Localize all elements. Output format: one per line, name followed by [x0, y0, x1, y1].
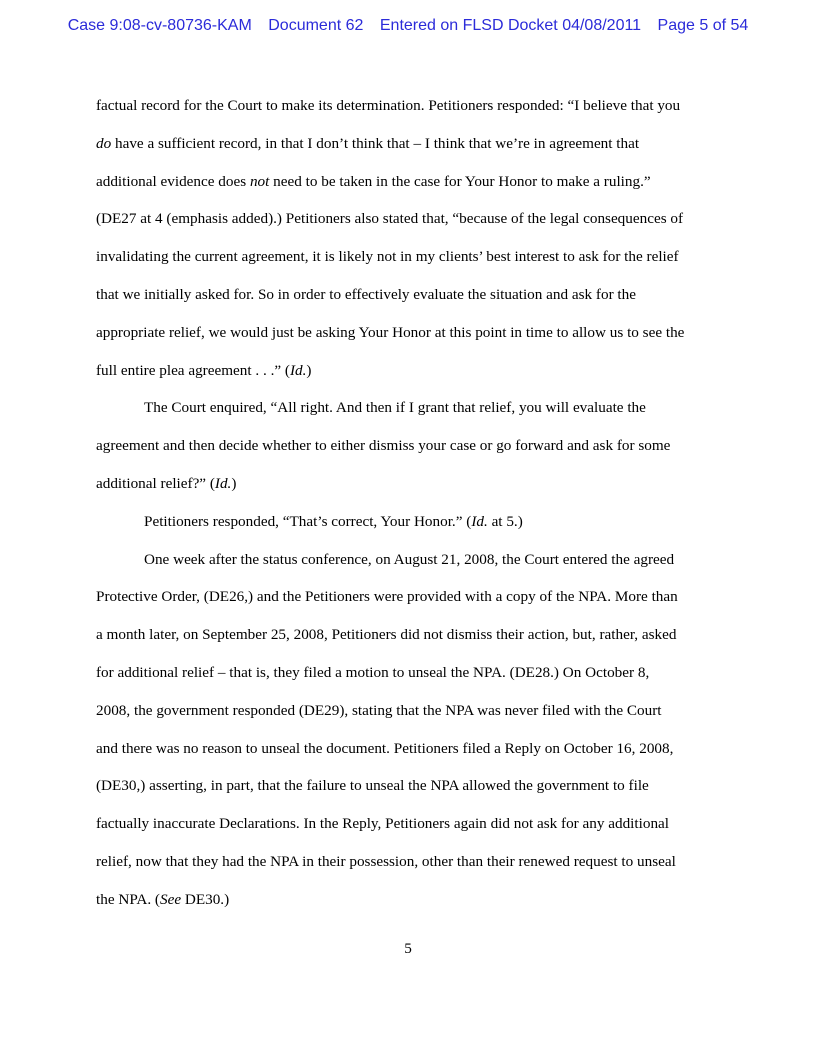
text-span: ): [306, 361, 312, 379]
text-span: factually inaccurate Declarations. In the Reply, Petitioners again did not ask for any additional: [96, 815, 669, 833]
text-span: Protective Order, (DE26,) and the Petitioners were provided with a copy of the NPA. More than: [96, 588, 678, 606]
italic-text: Id.: [289, 361, 307, 379]
text-line: [96, 125, 728, 163]
text-span: Petitioners responded, “That’s correct, Your Honor.” (: [144, 512, 472, 530]
text-line: [96, 163, 728, 201]
text-span: need to be taken in the case for Your Honor to make a ruling.”: [269, 172, 651, 190]
text-line: [96, 805, 728, 843]
text-span: 2008, the government responded (DE29), stating that the NPA was never filed with the Court: [96, 701, 662, 719]
text-span: factual record for the Court to make its determination. Petitioners responded: “I believe that you: [96, 97, 681, 114]
text-line: [96, 87, 728, 125]
italic-text: See: [160, 890, 182, 908]
text-span: One week after the status conference, on August 21, 2008, the Court entered the agreed: [144, 550, 675, 568]
italic-text: do: [96, 134, 112, 152]
page-of-total: Page 5 of 54: [657, 17, 749, 34]
text-line: [96, 465, 728, 503]
text-line: [96, 314, 728, 352]
text-line: [96, 692, 728, 730]
text-span: have a sufficient record, in that I don’t think that – I think that we’re in agreement that: [111, 134, 640, 152]
text-span: full entire plea agreement . . .” (: [96, 361, 290, 379]
text-line: [96, 389, 728, 427]
text-line: [96, 503, 728, 541]
text-span: the NPA. (: [96, 890, 160, 908]
text-span: ): [231, 474, 237, 492]
text-span: (DE30,) asserting, in part, that the failure to unseal the NPA allowed the government to file: [96, 777, 649, 795]
text-span: DE30.): [181, 890, 230, 908]
text-line: [96, 276, 728, 314]
italic-text: not: [249, 172, 270, 190]
text-line: [96, 881, 728, 919]
text-span: a month later, on September 25, 2008, Petitioners did not dismiss their action, but, rather, asked: [96, 626, 677, 644]
text-span: The Court enquired, “All right. And then if I grant that relief, you will evaluate the: [144, 399, 646, 417]
text-line: [96, 654, 728, 692]
text-span: appropriate relief, we would just be asking Your Honor at this point in time to allow us to see the: [96, 323, 685, 341]
text-span: and there was no reason to unseal the document. Petitioners filed a Reply on October 16, 2008,: [96, 739, 674, 757]
text-line: [96, 578, 728, 616]
text-line: [96, 616, 728, 654]
text-line: [96, 238, 728, 276]
text-span: (DE27 at 4 (emphasis added).) Petitioners also stated that, “because of the legal consequences of: [96, 210, 684, 228]
text-line: [96, 352, 728, 390]
italic-text: Id.: [214, 474, 232, 492]
text-span: additional evidence does: [96, 172, 250, 190]
text-span: at 5.): [487, 512, 523, 530]
text-span: invalidating the current agreement, it is likely not in my clients’ best interest to ask for the relief: [96, 248, 679, 266]
page-number: 5: [404, 940, 412, 957]
docket-header: [0, 17, 816, 35]
text-span: relief, now that they had the NPA in their possession, other than their renewed request to unseal: [96, 852, 676, 870]
italic-text: Id.: [471, 512, 488, 530]
text-line: [96, 200, 728, 238]
text-line: [96, 843, 728, 881]
text-span: for additional relief – that is, they filed a motion to unseal the NPA. (DE28.) On October 8,: [96, 663, 650, 681]
text-line: [96, 427, 728, 465]
text-span: that we initially asked for. So in order to effectively evaluate the situation and ask for the: [96, 285, 636, 303]
text-line: [96, 730, 728, 768]
document-number: Document 62: [268, 17, 364, 34]
case-number: Case 9:08-cv-80736-KAM: [67, 17, 252, 34]
text-span: additional relief?” (: [96, 474, 215, 492]
text-span: agreement and then decide whether to either dismiss your case or go forward and ask for some: [96, 437, 671, 455]
text-line: [96, 767, 728, 805]
document-body: [96, 87, 728, 919]
text-line: [96, 541, 728, 579]
docket-entry-date: Entered on FLSD Docket 04/08/2011: [379, 17, 642, 34]
